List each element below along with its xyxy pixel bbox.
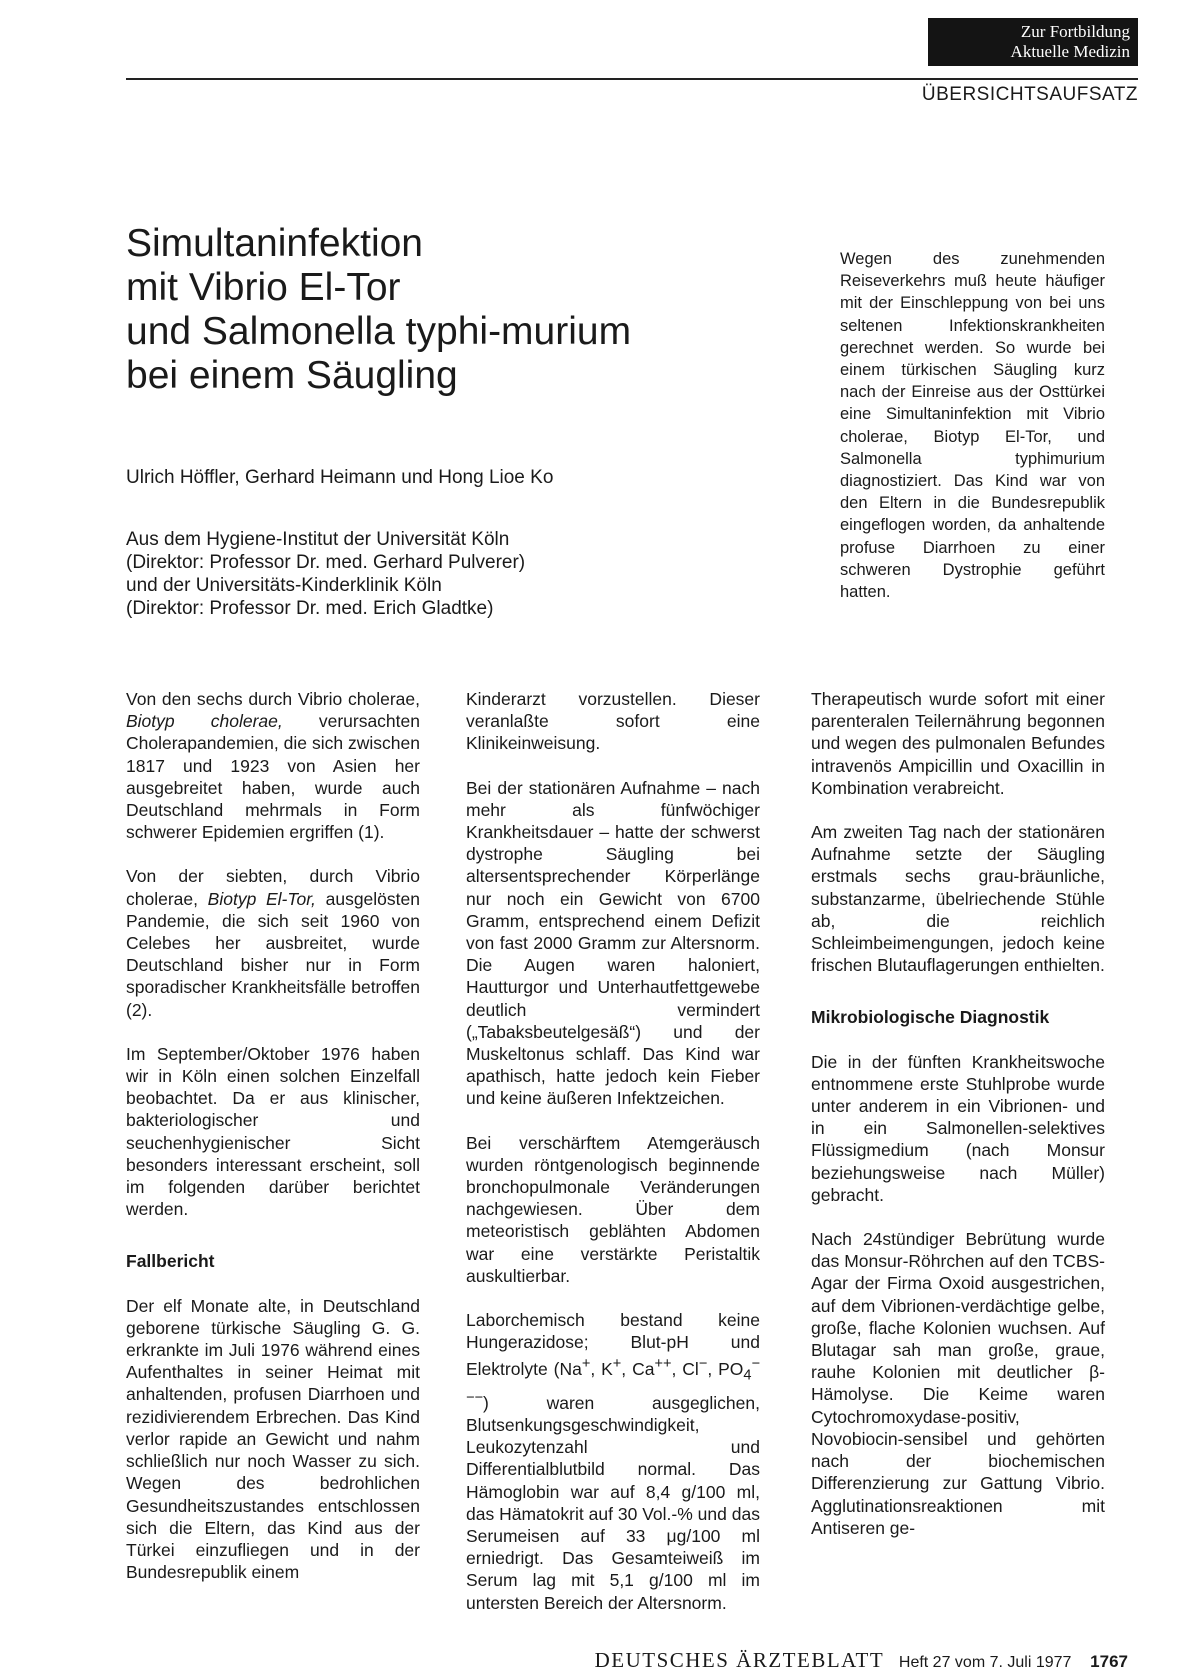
paragraph: Der elf Monate alte, in Deutschland geborene türkische Säugling G. G. erkrankte im Juli 1976 während eines Aufenthaltes in seiner Heimat mit anhaltenden, profusen Diarrhoen und rezidivierendem Erbrechen. Das Kind verlor rapide an Gewicht und nahm schließlich nur noch Wasser zu sich. Wegen des bedrohlichen Gesundheitszustandes entschlossen sich die Eltern, das Kind aus der Türkei einzufliegen und in der Bundesrepublik einem [126, 1295, 420, 1583]
superscript: −−− [466, 1356, 760, 1407]
text-run: Laborchemisch bestand keine Hungerazidose; Blut-pH und Elektrolyte (Na [466, 1310, 760, 1380]
text-run: verursachten Cholerapandemien, die sich zwischen 1817 und 1923 von Asien her ausgebreitet haben, wurde auch Deutschland mehrmals in Form schwerer Epidemien ergriffen (1). [126, 711, 420, 843]
paragraph: Therapeutisch wurde sofort mit einer parenteralen Teilernährung begonnen und wegen des pulmonalen Befundes intravenös Ampicillin und Oxacillin in Kombination verabreicht. [811, 689, 1105, 798]
affiliation-line: (Direktor: Professor Dr. med. Erich Gladtke) [126, 598, 494, 619]
page-number: 1767 [1090, 1652, 1128, 1671]
title-line: mit Vibrio El-Tor [126, 266, 401, 309]
italic-term: Biotyp cholerae, [126, 711, 283, 732]
body-column-3 [811, 688, 1105, 1561]
superscript: + [612, 1356, 622, 1373]
superscript: + [581, 1356, 591, 1373]
affiliation-line: (Direktor: Professor Dr. med. Gerhard Pulverer) [126, 552, 526, 573]
abstract: Wegen des zunehmenden Reiseverkehrs muß heute häufiger mit der Einschleppung von bei uns seltenen Infektionskrankheiten gerechnet werden. So wurde bei einem türkischen Säugling kurz nach der Einreise aus der Osttürkei eine Simultaninfektion mit Vibrio cholerae, Biotyp El-Tor, und Salmonella typhimurium diagnostiziert. Das Kind war von den Eltern in die Bundesrepublik eingeflogen worden, da anhaltende profuse Diarrhoen zu einer schweren Dystrophie geführt hatten. [840, 250, 1105, 602]
body-column-2 [466, 688, 760, 1636]
paragraph [466, 1309, 760, 1614]
text-run: , K [590, 1359, 613, 1380]
text-run: ausgelösten Pandemie, die sich seit 1960 von Celebes her ausbreitet, wurde Deutschland bisher nur in Form sporadischer Krankheitsfälle betroffen (2). [126, 888, 420, 1020]
paragraph: Am zweiten Tag nach der stationären Aufnahme setzte der Säugling erstmals sechs grau-bräunliche, substanzarme, übelriechende Stühle ab, die reichlich Schleimbeimengungen, jedoch keine frischen Blutauflagerungen enthielten. [811, 822, 1105, 976]
paragraph: Die in der fünften Krankheitswoche entnommene erste Stuhlprobe wurde unter anderem in ein Vibrionen- und in ein Salmonellen-selektives Flüssigmedium (nach Monsur beziehungsweise nach Müller) gebracht. [811, 1051, 1105, 1205]
issue-info: Heft 27 vom 7. Juli 1977 [898, 1654, 1072, 1671]
section-header-box [928, 18, 1138, 66]
text-run: Von den sechs durch Vibrio cholerae, [126, 689, 420, 709]
paragraph [126, 865, 420, 1020]
paragraph: Bei verschärftem Atemgeräusch wurden röntgenologisch beginnende bronchopulmonale Veränderungen nachgewiesen. Über dem meteoristisch geblähten Abdomen war eine verstärkte Peristaltik auskultierbar. [466, 1132, 760, 1286]
article-title [126, 222, 746, 398]
article-type-label: ÜBERSICHTSAUFSATZ [921, 84, 1138, 105]
paragraph: Nach 24stündiger Bebrütung wurde das Monsur-Röhrchen auf den TCBS-Agar der Firma Oxoid ausgestrichen, auf dem Vibrionen-verdächtige gelbe, große, flache Kolonien wuchsen. Auf Blutagar sah man große, graue, rauhe Kolonien mit deutlicher β-Hämolyse. Die Keime waren Cytochromoxydase-positiv, Novobiocin-sensibel und gehörten nach der biochemischen Differenzierung zur Gattung Vibrio. Agglutinationsreaktionen mit Antiseren ge- [811, 1229, 1105, 1538]
header-rule [126, 78, 1138, 80]
superscript: ++ [654, 1356, 672, 1373]
text-run: , Cl [671, 1359, 699, 1380]
paragraph [126, 688, 420, 843]
section-heading: Fallbericht [126, 1251, 215, 1272]
authors: Ulrich Höffler, Gerhard Heimann und Hong Lioe Ko [126, 467, 554, 488]
section-heading: Mikrobiologische Diagnostik [811, 1007, 1050, 1028]
body-column-1 [126, 688, 420, 1605]
text-run: Von der siebten, durch Vibrio cholerae, [126, 866, 420, 909]
text-run: , PO [707, 1359, 744, 1380]
section-header-line-2: Aktuelle Medizin [1010, 42, 1130, 61]
section-header-line-1: Zur Fortbildung [1020, 22, 1130, 41]
italic-term: Biotyp El-Tor, [207, 888, 316, 909]
text-run: ) waren ausgeglichen, Blutsenkungsgeschwindigkeit, Leukozytenzahl und Differentialblutbild normal. Das Hämoglobin war auf 8,4 g/100 ml, das Hämatokrit auf 30 Vol.-% und das Serumeisen auf 33 μg/100 ml erniedrigt. Das Gesamteiweiß im Serum lag mit 5,1 g/100 ml im untersten Bereich der Altersnorm. [466, 1392, 760, 1613]
affiliation [126, 528, 746, 620]
title-line: und Salmonella typhi-murium [126, 310, 632, 353]
page-footer [126, 1648, 1128, 1673]
journal-name: DEUTSCHES ÄRZTEBLATT [594, 1648, 885, 1672]
superscript: − [698, 1356, 708, 1373]
title-line: bei einem Säugling [126, 354, 458, 397]
subscript: 4 [743, 1367, 752, 1384]
affiliation-line: Aus dem Hygiene-Institut der Universität Köln [126, 529, 510, 550]
paragraph: Bei der stationären Aufnahme – nach mehr als fünfwöchiger Krankheitsdauer – hatte der schwerst dystrophe Säugling bei altersentsprechender Körperlänge nur noch ein Gewicht von 6700 Gramm, entsprechend einem Defizit von fast 2000 Gramm zur Altersnorm. Die Augen waren haloniert, Hautturgor und Unterhautfettgewebe deutlich vermindert („Tabaksbeutelgesäß“) und der Muskeltonus schlaff. Das Kind war apathisch, hatte jedoch kein Fieber und keine äußeren Infektzeichen. [466, 777, 760, 1109]
paragraph: Kinderarzt vorzustellen. Dieser veranlaßte sofort eine Klinikeinweisung. [466, 689, 760, 754]
affiliation-line: und der Universitäts-Kinderklinik Köln [126, 575, 442, 596]
paragraph: Im September/Oktober 1976 haben wir in Köln einen solchen Einzelfall beobachtet. Da er aus klinischer, bakteriologischer und seuchenhygienischer Sicht besonders interessant erscheint, soll im folgenden darüber berichtet werden. [126, 1043, 420, 1220]
text-run: , Ca [621, 1359, 655, 1380]
title-line: Simultaninfektion [126, 222, 423, 265]
